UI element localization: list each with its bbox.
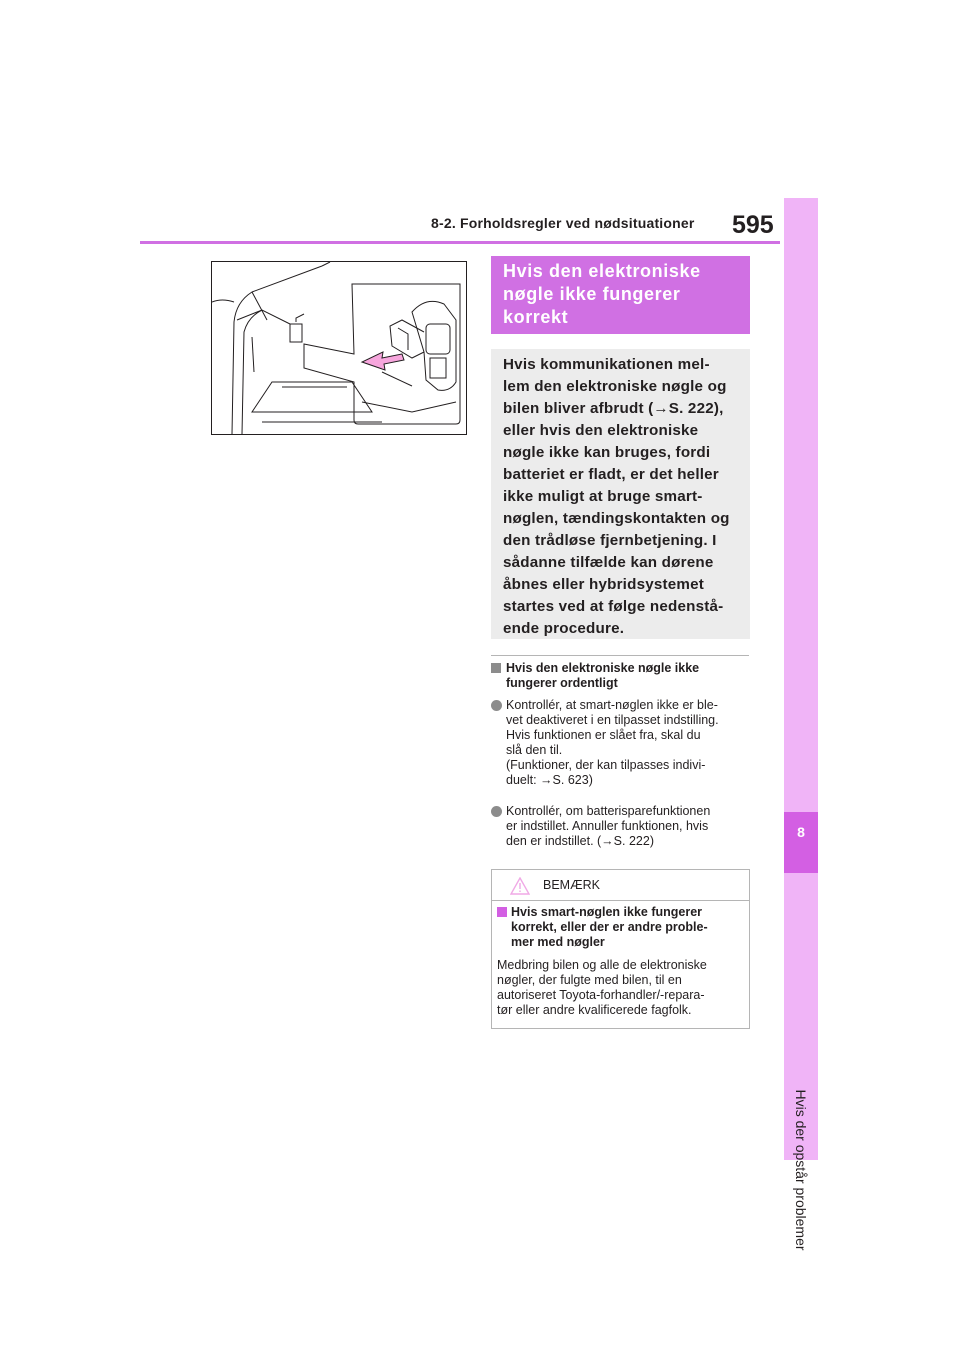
intro-line: eller hvis den elektroniske xyxy=(503,422,699,439)
warning-triangle-icon xyxy=(510,877,530,895)
note-heading-line: Hvis smart-nøglen ikke fungerer xyxy=(511,905,703,919)
section-title-box xyxy=(491,256,750,334)
list-item xyxy=(491,804,753,849)
section-square-icon xyxy=(491,663,501,673)
bullet-line: (Funktioner, der kan tilpasses indivi- xyxy=(506,758,706,772)
bullet-line: Kontrollér, at smart-nøglen ikke er ble- xyxy=(506,698,718,712)
note-header xyxy=(492,870,749,901)
note-body-line: tør eller andre kvalificerede fagfolk. xyxy=(497,1003,692,1017)
intro-line: den trådløse fjernbetjening. I xyxy=(503,532,717,549)
note-label: BEMÆRK xyxy=(543,878,600,892)
intro-line: lem den elektroniske nøgle og xyxy=(503,378,727,395)
title-box-text: Hvis den elektroniske nøgle ikke fungerer korrekt xyxy=(503,261,701,327)
page-reference-link[interactable]: duelt: →S. 623) xyxy=(506,773,593,787)
chapter-title: Hvis der opstår problemer xyxy=(793,1089,809,1251)
header-rule xyxy=(140,241,780,244)
trunk-key-drawing xyxy=(212,262,466,434)
note-heading-line: mer med nøgler xyxy=(511,935,605,949)
intro-line: ikke muligt at bruge smart- xyxy=(503,488,703,505)
intro-line: sådanne tilfælde kan dørene xyxy=(503,554,714,571)
intro-line: åbnes eller hybridsystemet xyxy=(503,576,705,593)
bullet-line: vet deaktiveret i en tilpasset indstilling. xyxy=(506,713,719,727)
section-heading-text: Hvis den elektroniske nøgle ikke fungerer ordentligt xyxy=(506,661,700,690)
section-title: 8-2. Forholdsregler ved nødsituationer xyxy=(431,215,695,231)
intro-line: nøglen, tændingskontakten og xyxy=(503,510,730,527)
bullet-line: slå den til. xyxy=(506,743,563,757)
intro-line: ende procedure. xyxy=(503,620,625,637)
chapter-number: 8 xyxy=(797,824,805,840)
intro-box xyxy=(491,349,750,639)
bullet-line: er indstillet. Annuller funktionen, hvis xyxy=(506,819,709,833)
section-rule xyxy=(491,655,749,656)
note-body xyxy=(497,958,747,1018)
direction-arrow xyxy=(362,352,404,370)
intro-line: bilen bliver afbrudt (→S. 222), xyxy=(503,400,724,417)
bullet-line: Kontrollér, om batterisparefunktionen xyxy=(506,804,711,818)
bullet-line: Hvis funktionen er slået fra, skal du xyxy=(506,728,701,742)
page-number: 595 xyxy=(732,211,774,239)
note-body-line: Medbring bilen og alle de elektroniske xyxy=(497,958,707,972)
key-illustration xyxy=(211,261,467,435)
intro-line: nøgle ikke kan bruges, fordi xyxy=(503,444,711,461)
intro-line: startes ved at følge nedenstå- xyxy=(503,598,724,615)
bullet-dot-icon xyxy=(491,806,502,817)
intro-line: Hvis kommunikationen mel- xyxy=(503,356,710,373)
note-body-line: autoriseret Toyota-forhandler/-repara- xyxy=(497,988,705,1002)
page-reference-link[interactable]: den er indstillet. (→S. 222) xyxy=(506,834,654,848)
note-box xyxy=(491,869,750,1029)
intro-line: batteriet er fladt, er det heller xyxy=(503,466,719,483)
note-body-line: nøgler, der fulgte med bilen, til en xyxy=(497,973,682,987)
section-square-icon xyxy=(497,907,507,917)
note-heading xyxy=(497,905,747,950)
list-item xyxy=(491,698,753,788)
bullet-dot-icon xyxy=(491,700,502,711)
note-heading-line: korrekt, eller der er andre proble- xyxy=(511,920,708,934)
chapter-side-tab xyxy=(784,198,818,1251)
section-heading xyxy=(491,661,753,691)
chapter-number-block xyxy=(784,812,818,873)
